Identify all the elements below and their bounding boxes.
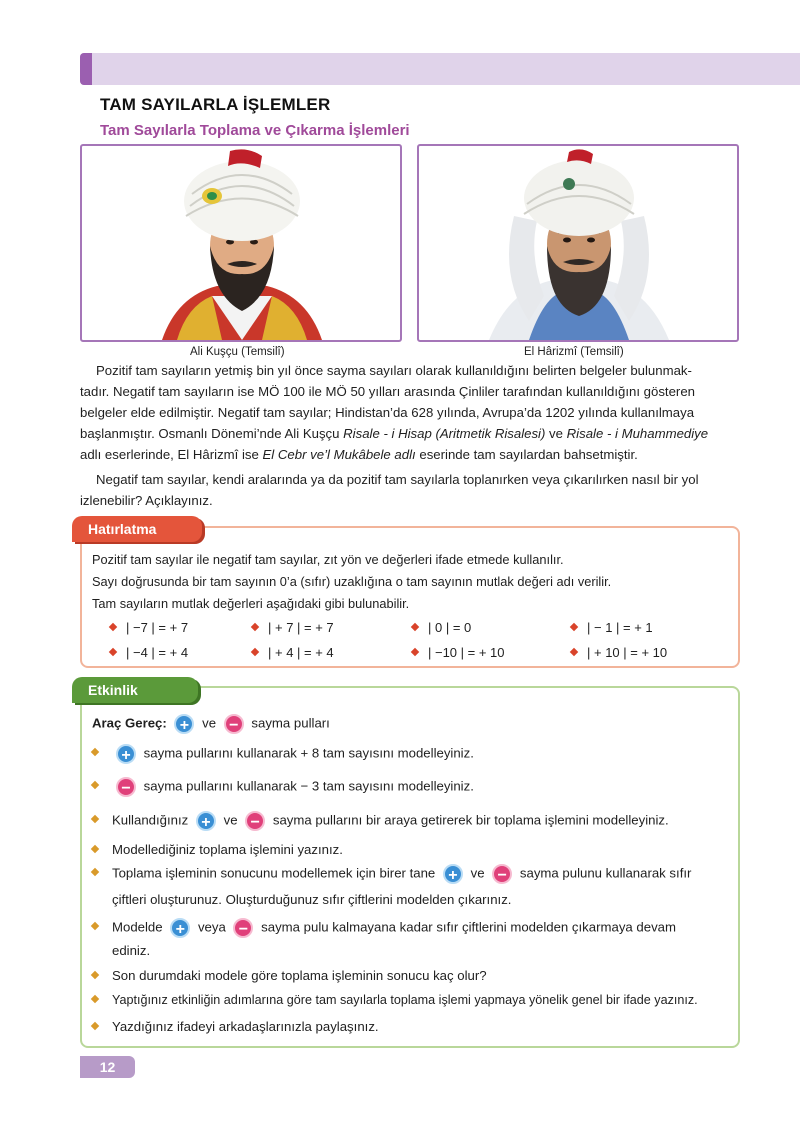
- plus-counter-icon: +: [170, 918, 190, 938]
- tools-text: sayma pulları: [251, 715, 330, 731]
- bullet-diamond-icon: [411, 648, 419, 656]
- caption-el-harizmi: El Hârizmî (Temsilî): [524, 346, 624, 358]
- activity-step-2: [92, 777, 474, 797]
- book-title-el-cebr: El Cebr ve’l Mukâbele adlı: [262, 447, 416, 462]
- step-text: Yaptığınız etkinliğin adımlarına göre tam sayılarla toplama işlemi yapmaya yönelik genel bir ifade yazınız.: [112, 993, 698, 1007]
- activity-step-5-cont: çiftleri oluşturunuz. Oluşturduğunuz sıfır çiftlerini modelden çıkarınız.: [112, 892, 512, 907]
- activity-step-1: [92, 744, 474, 764]
- abs-value-text: | −7 | = + 7: [126, 620, 189, 635]
- minus-counter-icon: −: [233, 918, 253, 938]
- bullet-diamond-icon: [91, 1022, 99, 1030]
- reminder-line-3: Tam sayıların mutlak değerleri aşağıdaki gibi bulunabilir.: [92, 596, 410, 611]
- bullet-diamond-icon: [109, 623, 117, 631]
- reminder-line-2: Sayı doğrusunda bir tam sayının 0’a (sıfır) uzaklığına o tam sayının mutlak değeri adı verilir.: [92, 574, 612, 589]
- abs-value-text: | −10 | = + 10: [428, 645, 505, 660]
- bullet-diamond-icon: [91, 971, 99, 979]
- plus-counter-icon: +: [116, 744, 136, 764]
- bullet-diamond-icon: [251, 623, 259, 631]
- activity-step-8: [92, 993, 698, 1007]
- history-text: eserinde tam sayılardan bahsetmiştir.: [415, 447, 638, 462]
- minus-counter-icon: −: [245, 811, 265, 831]
- bullet-diamond-icon: [251, 648, 259, 656]
- bullet-diamond-icon: [570, 648, 578, 656]
- bullet-diamond-icon: [91, 868, 99, 876]
- step-text: Modelde: [112, 919, 163, 935]
- header-band-tab: [80, 53, 92, 85]
- page-number: 12: [80, 1056, 135, 1078]
- abs-value-item: [252, 645, 334, 660]
- activity-step-6-cont: ediniz.: [112, 943, 151, 958]
- bullet-diamond-icon: [91, 845, 99, 853]
- abs-value-item: [110, 645, 188, 660]
- book-title-risale-muhammediye: Risale - i Muhammediye: [566, 426, 709, 441]
- plus-counter-icon: +: [174, 714, 194, 734]
- tools-ve: ve: [202, 715, 217, 731]
- plus-counter-icon: +: [443, 864, 463, 884]
- abs-value-text: | − 1 | = + 1: [587, 620, 653, 635]
- caption-ali-kuscu: Ali Kuşçu (Temsilî): [190, 346, 285, 358]
- history-text: adlı eserlerinde, El Hârizmî ise: [80, 447, 263, 462]
- activity-step-5: [92, 864, 691, 884]
- abs-value-item: [252, 620, 334, 635]
- el-harizmi-illustration: [419, 146, 737, 340]
- step-text: Modellediğiniz toplama işlemini yazınız.: [112, 842, 343, 857]
- abs-value-item: [571, 645, 667, 660]
- step-text: sayma pulu kalmayana kadar sıfır çiftlerini modelden çıkarmaya devam: [261, 919, 676, 935]
- step-text: ve: [470, 865, 485, 881]
- bullet-diamond-icon: [570, 623, 578, 631]
- question-line-2: izlenebilir? Açıklayınız.: [80, 493, 213, 508]
- activity-step-4: [92, 842, 343, 857]
- tools-label: Araç Gereç:: [92, 715, 167, 731]
- abs-value-text: | 0 | = 0: [428, 620, 472, 635]
- book-title-risale-hisap: Risale - i Hisap (Aritmetik Risalesi): [343, 426, 546, 441]
- abs-value-text: | + 10 | = + 10: [587, 645, 668, 660]
- history-text: başlanmıştır. Osmanlı Dönemi’nde Ali Kuşçu: [80, 426, 344, 441]
- reminder-line-1: Pozitif tam sayılar ile negatif tam sayılar, zıt yön ve değerleri ifade etmede kullanılır.: [92, 552, 564, 567]
- step-text: sayma pulunu kullanarak sıfır: [519, 865, 692, 881]
- history-line-3: belgeler elde edilmiştir. Negatif tam sayılar; Hindistan’da 628 yılında, Avrupa’da 1202 yılında kullanılmaya: [80, 405, 695, 420]
- plus-counter-icon: +: [196, 811, 216, 831]
- step-text: Kullandığınız: [112, 812, 189, 828]
- bullet-diamond-icon: [411, 623, 419, 631]
- abs-value-item: [412, 620, 471, 635]
- abs-value-text: | −4 | = + 4: [126, 645, 189, 660]
- step-text: ve: [223, 812, 238, 828]
- history-line-2: tadır. Negatif tam sayıların ise MÖ 100 ile MÖ 50 yılları arasında Çinliler tarafından kullanıldığını gösteren: [80, 384, 695, 399]
- header-band: [80, 53, 800, 85]
- step-text: Son durumdaki modele göre toplama işleminin sonucu kaç olur?: [112, 968, 487, 983]
- portrait-ali-kuscu: [80, 144, 402, 342]
- history-line-5: [80, 444, 742, 465]
- step-text: Yazdığınız ifadeyi arkadaşlarınızla paylaşınız.: [112, 1019, 379, 1034]
- minus-counter-icon: −: [116, 777, 136, 797]
- step-text: sayma pullarını kullanarak + 8 tam sayısını modelleyiniz.: [143, 745, 474, 761]
- bullet-diamond-icon: [91, 781, 99, 789]
- history-paragraph: [80, 360, 742, 465]
- history-text: ve: [545, 426, 567, 441]
- question-line-1: Negatif tam sayılar, kendi aralarında ya da pozitif tam sayılarla toplanırken veya çıkarılırken nasıl bir yol: [96, 472, 699, 487]
- step-text: veya: [197, 919, 226, 935]
- activity-step-9: [92, 1019, 379, 1034]
- minus-counter-icon: −: [224, 714, 244, 734]
- reminder-label: Hatırlatma: [72, 516, 202, 542]
- activity-tools-line: [92, 714, 330, 734]
- section-subtitle: Tam Sayılarla Toplama ve Çıkarma İşlemleri: [100, 122, 410, 139]
- history-line-1: Pozitif tam sayıların yetmiş bin yıl önce sayma sayıları olarak kullanıldığını belirten belgeler bulunmak-: [96, 363, 692, 378]
- abs-value-item: [110, 620, 188, 635]
- page-title: TAM SAYILARLA İŞLEMLER: [100, 95, 331, 114]
- bullet-diamond-icon: [91, 922, 99, 930]
- question-paragraph: [80, 469, 742, 511]
- bullet-diamond-icon: [91, 748, 99, 756]
- abs-value-text: | + 4 | = + 4: [268, 645, 334, 660]
- step-text: sayma pullarını kullanarak − 3 tam sayısını modelleyiniz.: [143, 778, 474, 794]
- activity-step-7: [92, 968, 487, 983]
- bullet-diamond-icon: [109, 648, 117, 656]
- abs-value-item: [412, 645, 505, 660]
- abs-value-text: | + 7 | = + 7: [268, 620, 334, 635]
- history-line-4: [80, 423, 742, 444]
- portrait-el-harizmi: [417, 144, 739, 342]
- bullet-diamond-icon: [91, 815, 99, 823]
- activity-label: Etkinlik: [72, 677, 198, 703]
- minus-counter-icon: −: [492, 864, 512, 884]
- abs-value-item: [571, 620, 653, 635]
- ali-kuscu-illustration: [82, 146, 400, 340]
- bullet-diamond-icon: [91, 995, 99, 1003]
- step-text: sayma pullarını bir araya getirerek bir toplama işlemini modelleyiniz.: [272, 812, 669, 828]
- step-text: Toplama işleminin sonucunu modellemek için birer tane: [112, 865, 436, 881]
- activity-step-3: [92, 811, 669, 831]
- activity-step-6: [92, 918, 676, 938]
